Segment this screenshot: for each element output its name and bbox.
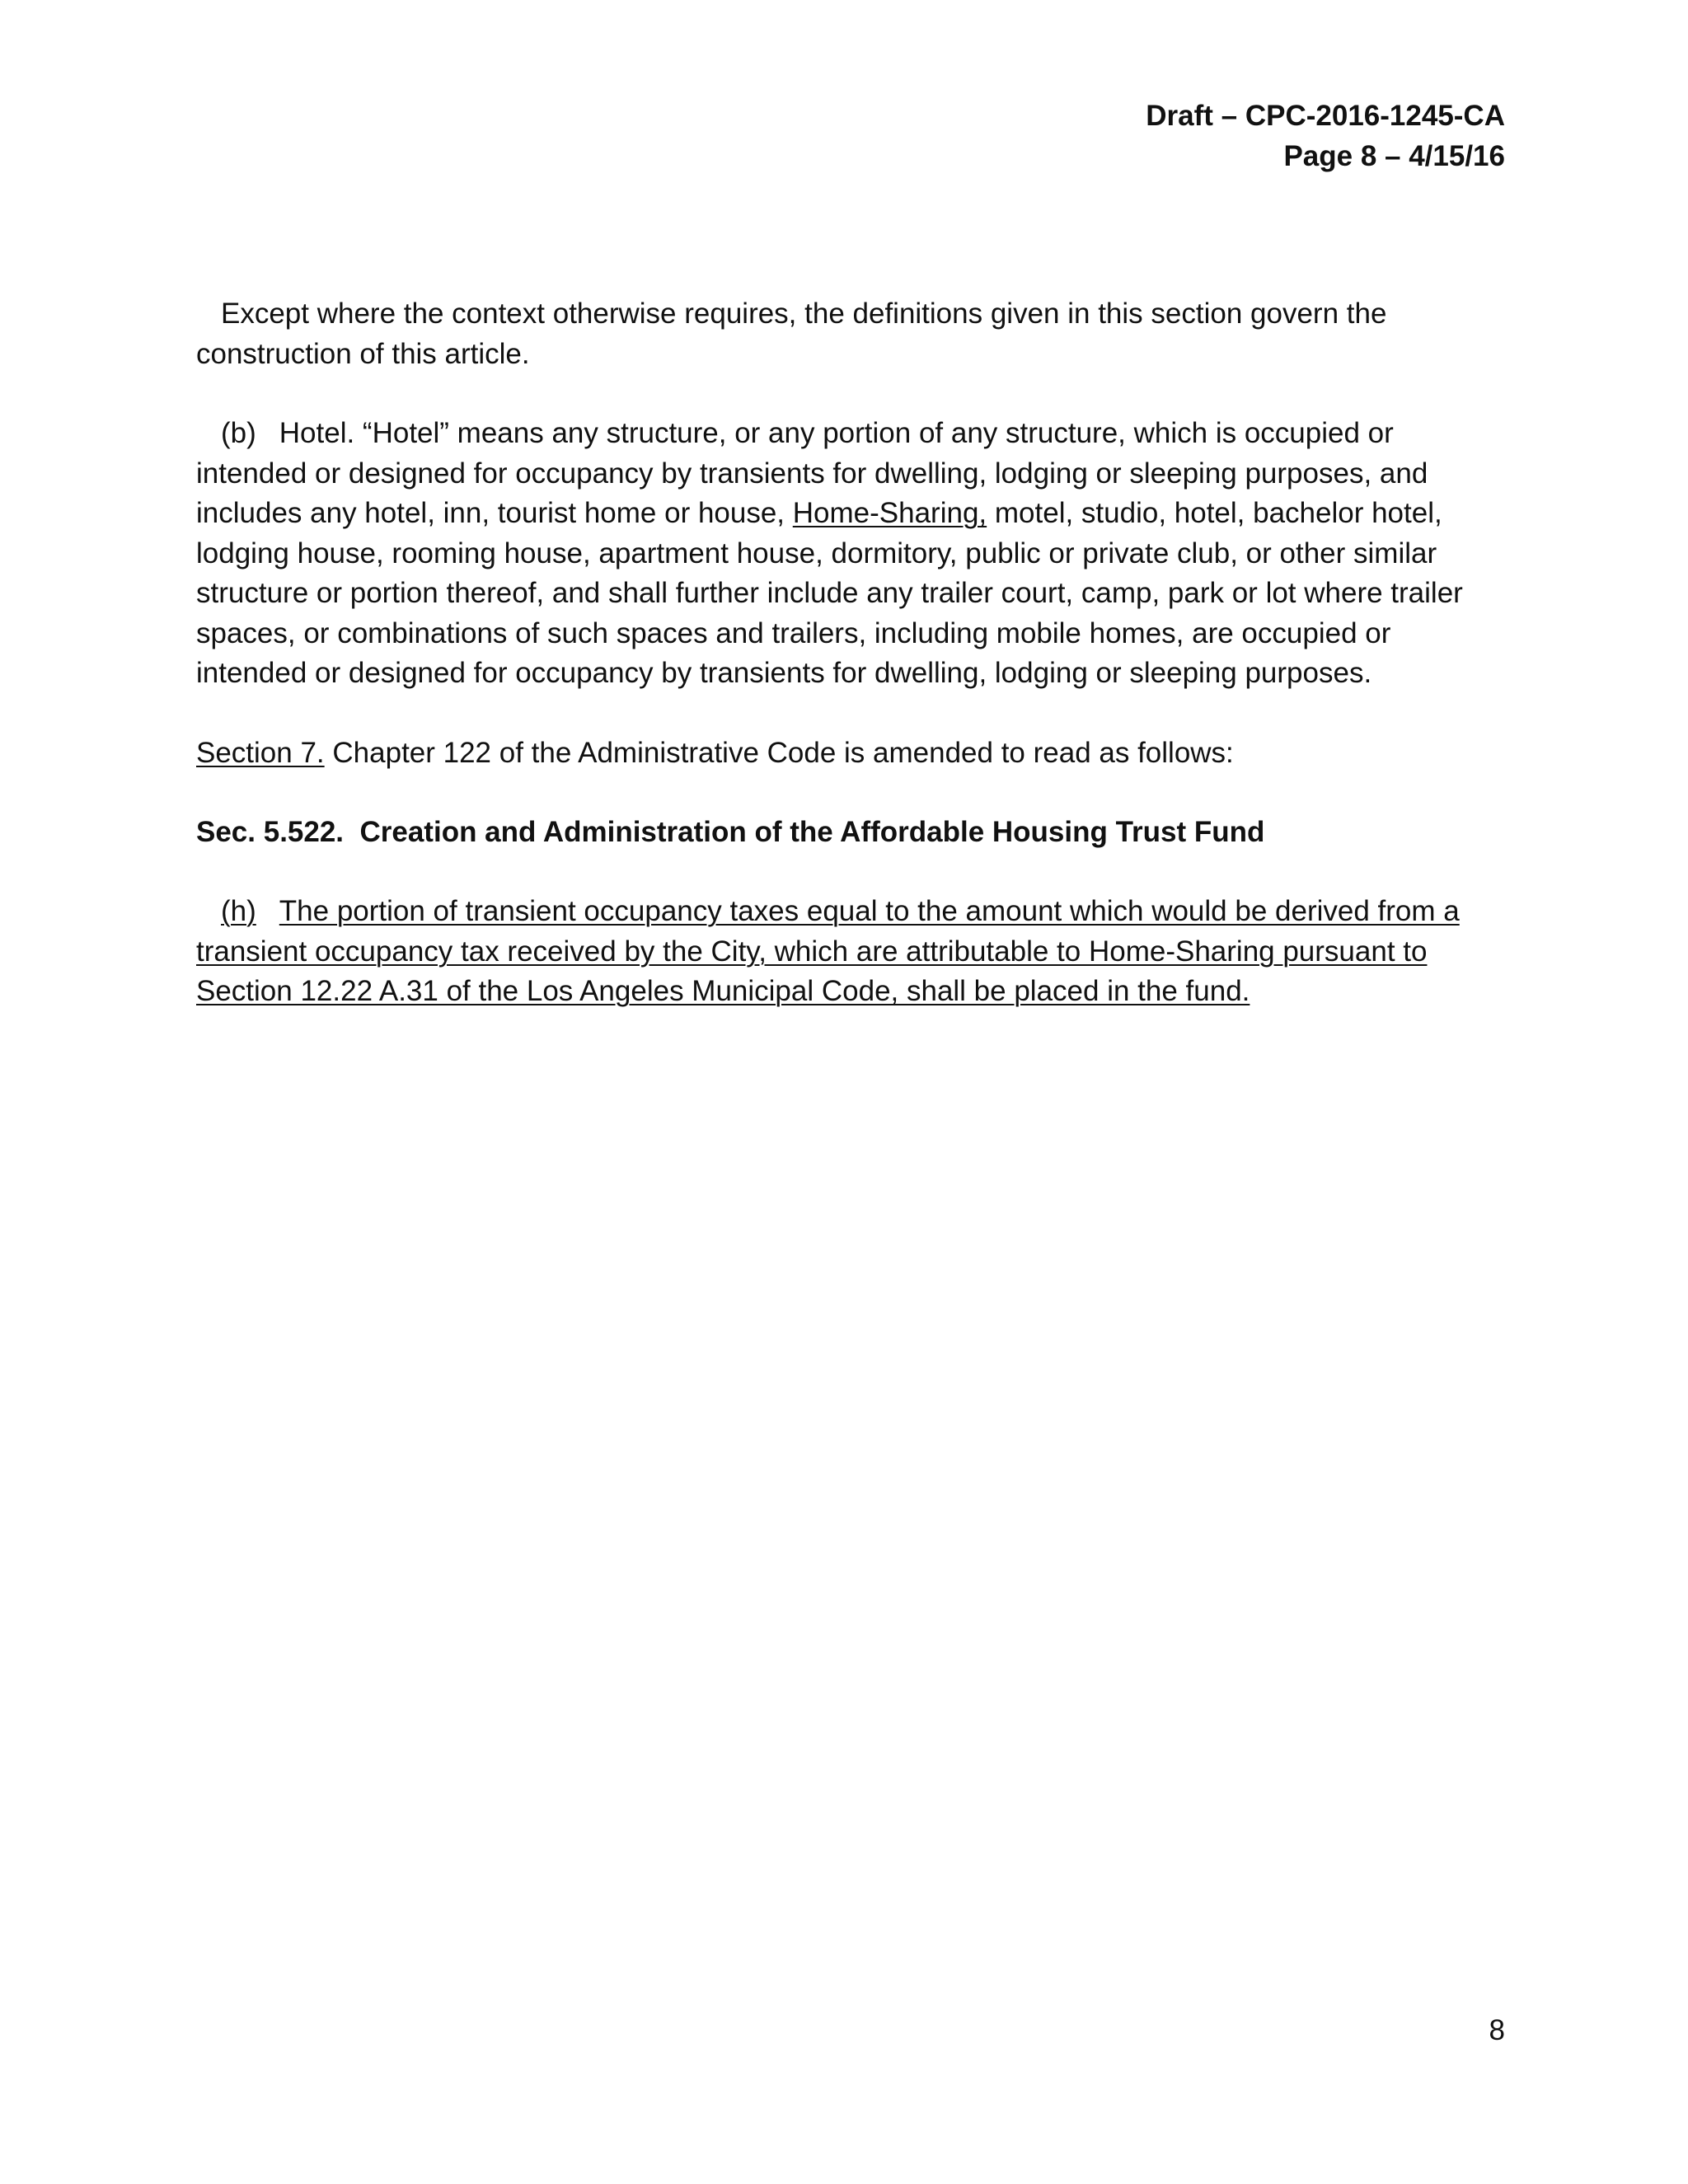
inserted-home-sharing: Home-Sharing, xyxy=(792,497,987,529)
section-heading-text: Sec. 5.522. Creation and Administration of the Affordable Housing Trust Fund xyxy=(196,816,1265,848)
hotel-text-before: Hotel. “Hotel” means any structure, or any portion of any structure, which is occupied or intended or designed for occupancy by transients for dwelling, lodging or sleeping purposes, and includes any hotel, inn, tourist home or house, xyxy=(196,417,1428,529)
paragraph-h-inserted-text xyxy=(196,895,1460,1007)
page-number: 8 xyxy=(1489,2014,1505,2046)
hotel-definition-paragraph xyxy=(196,414,1507,694)
section-heading xyxy=(196,813,1507,853)
paragraph-h-body: The portion of transient occupancy taxes equal to the amount which would be derived from a transient occupancy tax received by the City, which are attributable to Home-Sharing pursuant to Section 12.22 A.31 of the Los Angeles Municipal Code, shall be placed in the fund. xyxy=(196,895,1460,1007)
draft-identifier: Draft – CPC-2016-1245-CA xyxy=(1146,100,1505,132)
paragraph-h-label: (h) xyxy=(221,895,256,927)
section-7-label: Section 7. xyxy=(196,737,325,769)
paragraph-h xyxy=(196,892,1507,1012)
intro-text: Except where the context otherwise requires, the definitions given in this section govern the construction of this article. xyxy=(196,298,1387,370)
section-7-text: Chapter 122 of the Administrative Code is amended to read as follows: xyxy=(332,737,1234,769)
page-date-line: Page 8 – 4/15/16 xyxy=(1283,140,1505,172)
definitions-intro-paragraph xyxy=(196,294,1507,374)
section-7-paragraph xyxy=(196,733,1507,774)
hotel-label: (b) xyxy=(221,417,256,449)
page-header xyxy=(1146,96,1505,176)
hotel-text-after: motel, studio, hotel, bachelor hotel, lodging house, rooming house, apartment house, dormitory, public or private club, or other similar structure or portion thereof, and shall further include any trailer court, camp, park or lot where trailer spaces, or combinations of such spaces and trailers, including mobile homes, are occupied or intended or designed for occupancy by transients for dwelling, lodging or sleeping purposes. xyxy=(196,497,1463,689)
